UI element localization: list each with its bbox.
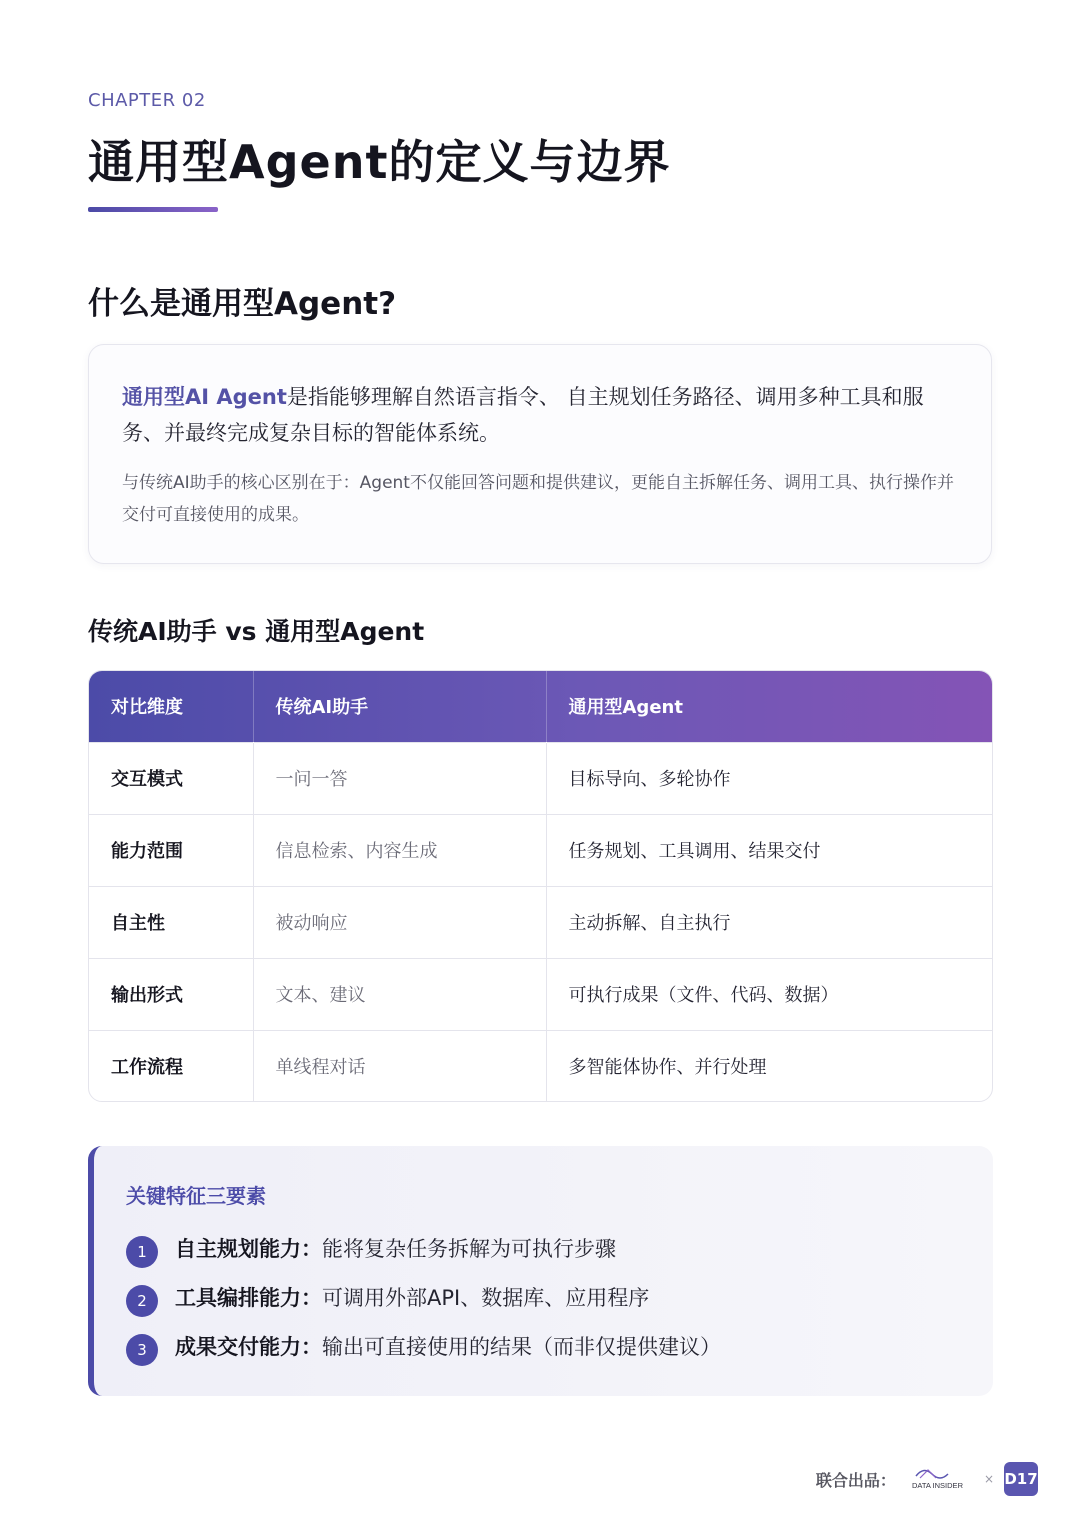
- definition-sub-text: 与传统AI助手的核心区别在于：Agent不仅能回答问题和提供建议，更能自主拆解任务、调用工具、执行操作并交付可直接使用的成果。: [122, 473, 954, 525]
- feature-label: 成果交付能力：: [175, 1334, 322, 1359]
- feature-number-badge: 3: [126, 1334, 158, 1366]
- cell-dimension: 交互模式: [89, 742, 253, 814]
- comparison-heading: 传统AI助手 vs 通用型Agent: [88, 617, 425, 646]
- data-insider-logo: [910, 1462, 974, 1496]
- cell-agent: 目标导向、多轮协作: [546, 742, 992, 814]
- cell-agent: 可执行成果（文件、代码、数据）: [546, 958, 992, 1030]
- footer: [816, 1462, 1038, 1496]
- definition-body: 是指能够理解自然语言指令、 自主规划任务路径、调用多种工具和服务、并最终完成复杂目标的智能体系统。: [122, 385, 924, 445]
- feature-desc: 输出可直接使用的结果（而非仅提供建议）: [322, 1334, 721, 1359]
- logo-text: DATA INSIDER: [911, 1481, 963, 1490]
- feature-label: 自主规划能力：: [175, 1236, 322, 1261]
- cell-agent: 多智能体协作、并行处理: [546, 1030, 992, 1102]
- cell-dimension: 自主性: [89, 886, 253, 958]
- feature-item: [126, 1223, 993, 1272]
- chapter-label: CHAPTER 02: [88, 90, 206, 111]
- cell-dimension: 输出形式: [89, 958, 253, 1030]
- cell-traditional: 文本、建议: [253, 958, 546, 1030]
- page-title: 通用型Agent的定义与边界: [88, 135, 671, 189]
- table-header-row: [89, 671, 992, 742]
- definition-main-text: [122, 379, 958, 451]
- feature-text: [175, 1282, 649, 1312]
- feature-number-badge: 2: [126, 1285, 158, 1317]
- cell-agent: 主动拆解、自主执行: [546, 886, 992, 958]
- comparison-table: [88, 670, 993, 1102]
- feature-number-badge: 1: [126, 1236, 158, 1268]
- key-features-card: [88, 1146, 993, 1396]
- table-row: [89, 1030, 992, 1102]
- cell-traditional: 被动响应: [253, 886, 546, 958]
- coproduced-label: 联合出品：: [815, 1470, 896, 1490]
- feature-desc: 可调用外部API、数据库、应用程序: [322, 1285, 650, 1310]
- feature-text: [175, 1233, 616, 1263]
- table-row: [89, 886, 992, 958]
- times-symbol: ×: [983, 1472, 994, 1486]
- cell-dimension: 工作流程: [89, 1030, 253, 1102]
- feature-item: [126, 1321, 993, 1370]
- d17-badge: D17: [1004, 1462, 1038, 1496]
- cell-traditional: 单线程对话: [253, 1030, 546, 1102]
- cell-dimension: 能力范围: [89, 814, 253, 886]
- feature-item: [126, 1272, 993, 1321]
- cell-traditional: 信息检索、内容生成: [253, 814, 546, 886]
- table-row: [89, 814, 992, 886]
- column-header: 通用型Agent: [568, 697, 683, 719]
- definition-term: 通用型AI Agent: [122, 385, 287, 409]
- feature-desc: 能将复杂任务拆解为可执行步骤: [322, 1236, 616, 1261]
- definition-heading: 什么是通用型Agent?: [88, 286, 397, 322]
- table-row: [89, 958, 992, 1030]
- cell-agent: 任务规划、工具调用、结果交付: [546, 814, 992, 886]
- key-features-title: 关键特征三要素: [126, 1184, 266, 1208]
- column-header: 传统AI助手: [253, 671, 546, 742]
- feature-label: 工具编排能力：: [175, 1285, 322, 1310]
- definition-card: [88, 344, 992, 564]
- feature-text: [175, 1331, 721, 1361]
- table-row: [89, 742, 992, 814]
- cell-traditional: 一问一答: [253, 742, 546, 814]
- column-header: 对比维度: [89, 671, 253, 742]
- title-underline: [88, 207, 218, 212]
